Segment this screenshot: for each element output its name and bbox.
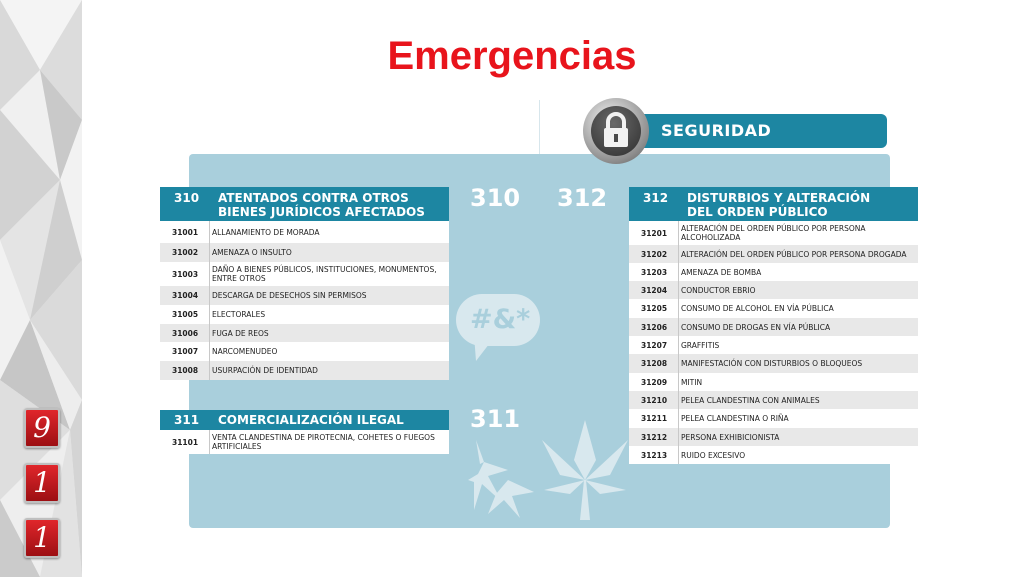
table-row: 31201 ALTERACIÓN DEL ORDEN PÚBLICO POR PERSONA ALCOHOLIZADA — [629, 221, 918, 245]
table-row: 31206 CONSUMO DE DROGAS EN VÍA PÚBLICA — [629, 318, 918, 336]
leaf-icon — [540, 420, 630, 520]
table-row: 31208 MANIFESTACIÓN CON DISTURBIOS O BLOQUEOS — [629, 354, 918, 373]
table-row: 31211 PELEA CLANDESTINA O RIÑA — [629, 409, 918, 428]
lock-icon — [591, 106, 641, 156]
table-310 — [160, 187, 449, 380]
bubble-symbols: #&* — [470, 304, 531, 335]
page-title: Emergencias — [387, 34, 637, 78]
table-row: 31008 USURPACIÓN DE IDENTIDAD — [160, 361, 449, 380]
lock-badge — [583, 98, 649, 164]
number-311: 311 — [470, 405, 521, 433]
table-312 — [629, 187, 918, 464]
table-310-code: 310 — [174, 191, 200, 205]
number-310: 310 — [470, 184, 521, 212]
table-311-code: 311 — [174, 413, 200, 427]
number-312: 312 — [557, 184, 608, 212]
table-row: 31202 ALTERACIÓN DEL ORDEN PÚBLICO POR PERSONA DROGADA — [629, 245, 918, 263]
table-row: 31207 GRAFFITIS — [629, 336, 918, 354]
logo-digit-1a: 1 — [24, 463, 60, 503]
table-row: 31212 PERSONA EXHIBICIONISTA — [629, 428, 918, 446]
table-310-title-line1: ATENTADOS CONTRA OTROS — [218, 191, 409, 205]
table-row: 31204 CONDUCTOR EBRIO — [629, 281, 918, 299]
table-row: 31210 PELEA CLANDESTINA CON ANIMALES — [629, 391, 918, 409]
table-row: 31002 AMENAZA O INSULTO — [160, 243, 449, 262]
table-row: 31203 AMENAZA DE BOMBA — [629, 263, 918, 281]
table-312-title-line1: DISTURBIOS Y ALTERACIÓN — [687, 191, 871, 205]
table-311-title: COMERCIALIZACIÓN ILEGAL — [218, 413, 404, 427]
table-row: 31001 ALLANAMIENTO DE MORADA — [160, 221, 449, 243]
table-312-title-line2: DEL ORDEN PÚBLICO — [687, 205, 828, 219]
table-311-header — [160, 410, 449, 430]
table-row: 31101 VENTA CLANDESTINA DE PIROTECNIA, COHETES O FUEGOS ARTIFICIALES — [160, 430, 449, 454]
table-310-title-line2: BIENES JURÍDICOS AFECTADOS — [218, 205, 425, 219]
logo-digit-1b: 1 — [24, 518, 60, 558]
bubble-tail-icon — [470, 335, 500, 363]
table-row: 31205 CONSUMO DE ALCOHOL EN VÍA PÚBLICA — [629, 299, 918, 318]
table-row: 31004 DESCARGA DE DESECHOS SIN PERMISOS — [160, 286, 449, 305]
table-312-header — [629, 187, 918, 221]
table-row: 31213 RUIDO EXCESIVO — [629, 446, 918, 464]
table-row: 31006 FUGA DE REOS — [160, 324, 449, 342]
table-row: 31005 ELECTORALES — [160, 305, 449, 324]
table-311 — [160, 410, 449, 454]
seguridad-badge — [625, 114, 887, 148]
table-row: 31209 MITIN — [629, 373, 918, 391]
firework-icon — [468, 440, 538, 520]
logo-digit-9: 9 — [24, 408, 60, 448]
seguridad-label: SEGURIDAD — [661, 121, 772, 140]
table-310-header — [160, 187, 449, 221]
table-row: 31003 DAÑO A BIENES PÚBLICOS, INSTITUCIONES, MONUMENTOS, ENTRE OTROS — [160, 262, 449, 286]
table-row: 31007 NARCOMENUDEO — [160, 342, 449, 361]
table-312-code: 312 — [643, 191, 669, 205]
